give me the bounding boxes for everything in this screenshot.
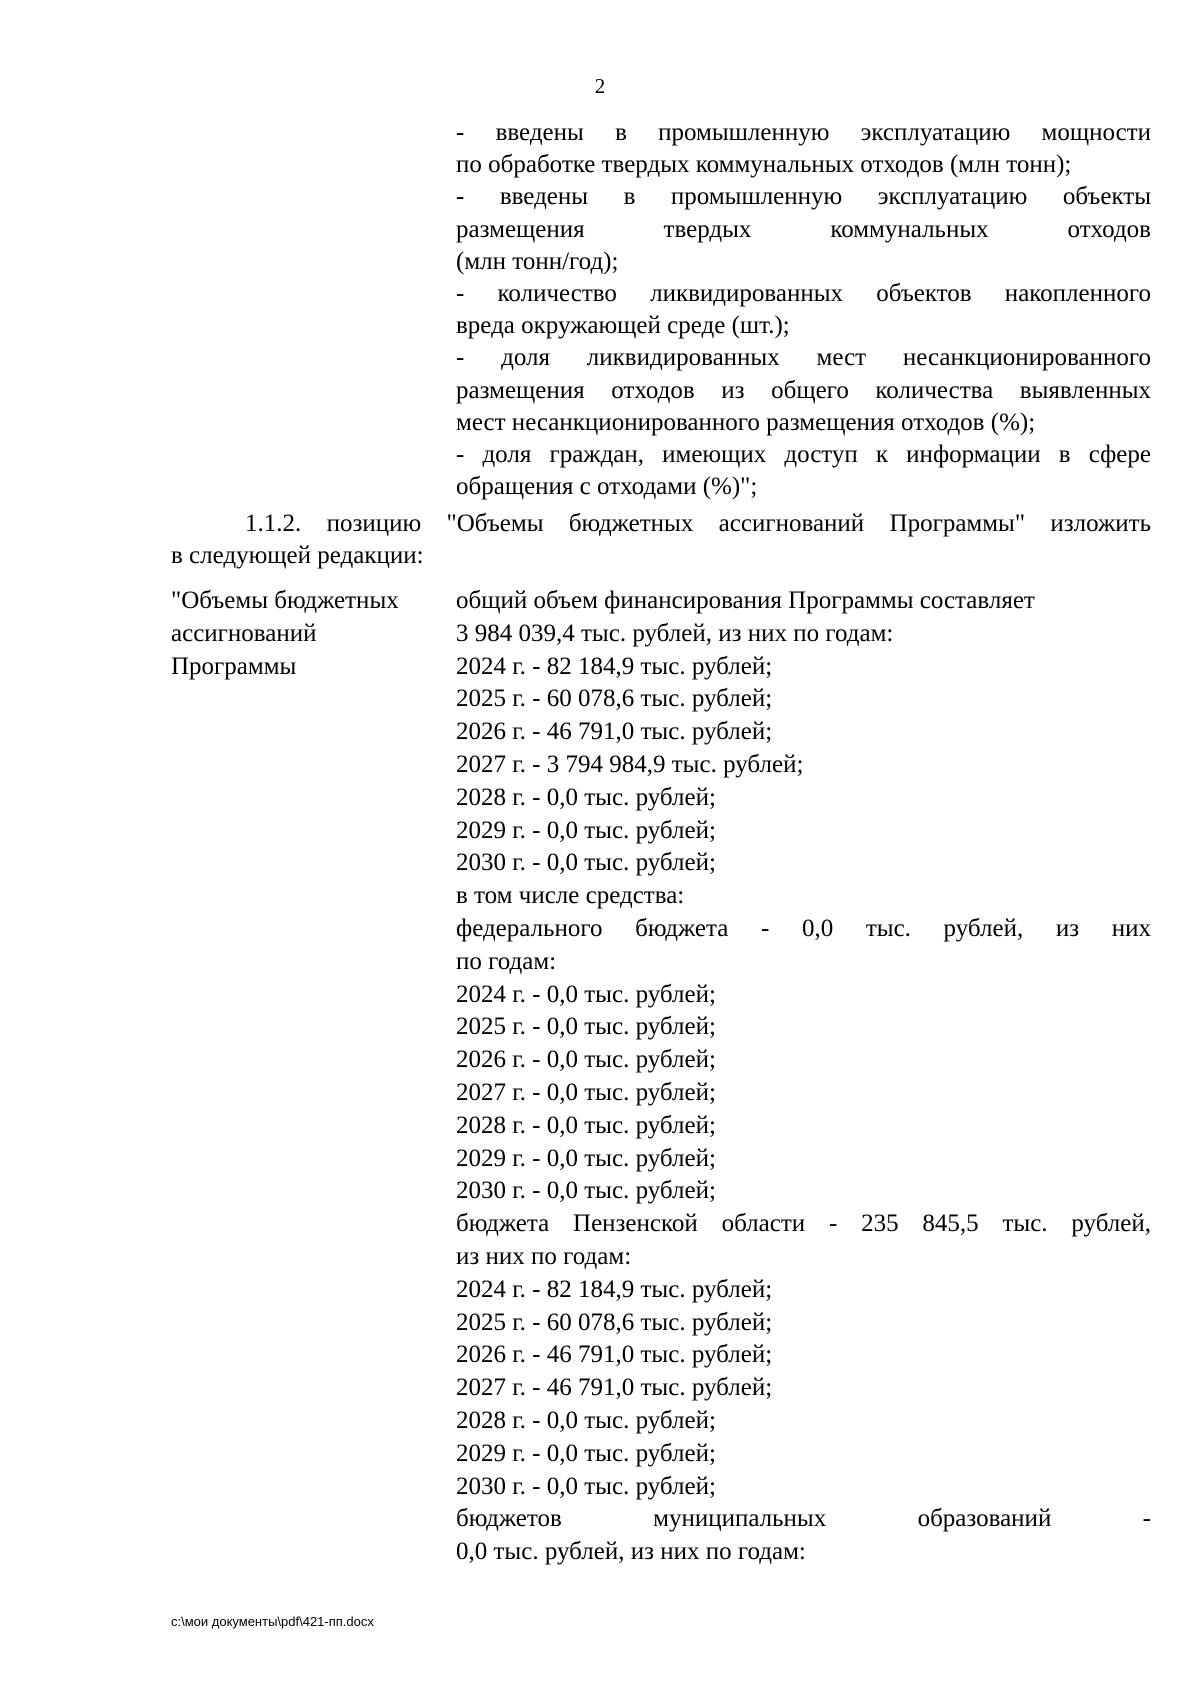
- text-line: Программы: [171, 652, 297, 680]
- list-item: [456, 278, 1151, 342]
- text-line: размещения отходов из общего количества выявленных: [456, 376, 1151, 404]
- text-line: - введены в промышленную эксплуатацию объекты: [456, 183, 1151, 211]
- text-line: обращения с отходами (%)";: [456, 473, 758, 501]
- year-amount: 2026 г. - 46 791,0 тыс. рублей;: [456, 1341, 773, 1369]
- year-amount: 2027 г. - 0,0 тыс. рублей;: [456, 1078, 716, 1106]
- list-item: [456, 117, 1151, 181]
- text-line: по обработке твердых коммунальных отходов (млн тонн);: [456, 151, 1072, 179]
- year-amount: 2024 г. - 82 184,9 тыс. рублей;: [456, 1275, 773, 1303]
- including-label: в том числе средства:: [456, 882, 685, 910]
- list-item: [456, 342, 1151, 439]
- regional-budget: бюджета Пензенской области - 235 845,5 тыс. рублей,: [456, 1210, 1151, 1238]
- year-amount: 2028 г. - 0,0 тыс. рублей;: [456, 1406, 716, 1434]
- amendment-paragraph: [171, 508, 1151, 572]
- total-financing: общий объем финансирования Программы составляет: [456, 587, 1035, 614]
- regional-budget-cont: из них по годам:: [456, 1242, 632, 1270]
- year-amount: 2029 г. - 0,0 тыс. рублей;: [456, 816, 716, 844]
- year-amount: 2030 г. - 0,0 тыс. рублей;: [456, 849, 716, 877]
- position-label: [171, 585, 451, 683]
- year-amount: 2026 г. - 0,0 тыс. рублей;: [456, 1046, 716, 1074]
- year-amount: 2028 г. - 0,0 тыс. рублей;: [456, 1111, 716, 1139]
- year-amount: 2029 г. - 0,0 тыс. рублей;: [456, 1439, 716, 1467]
- text-line: размещения твердых коммунальных отходов: [456, 215, 1151, 243]
- municipal-budget: бюджетов муниципальных образований -: [456, 1505, 1151, 1533]
- text-line: - количество ликвидированных объектов накопленного: [456, 280, 1151, 308]
- year-amount: 2028 г. - 0,0 тыс. рублей;: [456, 783, 716, 811]
- text-line: ассигнований: [171, 619, 317, 647]
- file-path-footer: c:\мои документы\pdf\421-пп.docx: [171, 1614, 374, 1629]
- list-item: [456, 439, 1151, 503]
- list-item: [456, 181, 1151, 278]
- year-amount: 2026 г. - 46 791,0 тыс. рублей;: [456, 718, 773, 746]
- text-line: "Объемы бюджетных: [171, 587, 399, 614]
- year-amount: 2025 г. - 60 078,6 тыс. рублей;: [456, 685, 773, 713]
- federal-budget-cont: по годам:: [456, 947, 557, 975]
- indicator-list: [456, 117, 1151, 503]
- year-amount: 2025 г. - 60 078,6 тыс. рублей;: [456, 1308, 773, 1336]
- text-line: мест несанкционированного размещения отходов (%);: [456, 408, 1036, 436]
- text-line: - доля ликвидированных мест несанкционированного: [456, 344, 1151, 372]
- text-line: (млн тонн/год);: [456, 247, 619, 275]
- text-line: - доля граждан, имеющих доступ к информации в сфере: [456, 441, 1151, 469]
- year-amount: 2027 г. - 3 794 984,9 тыс. рублей;: [456, 750, 804, 778]
- municipal-budget-cont: 0,0 тыс. рублей, из них по годам:: [456, 1538, 806, 1566]
- text-line: в следующей редакции:: [171, 542, 424, 570]
- text-line: 1.1.2. позицию "Объемы бюджетных ассигнований Программы" изложить: [245, 510, 1151, 537]
- year-amount: 2029 г. - 0,0 тыс. рублей;: [456, 1144, 716, 1172]
- position-value: [456, 585, 1151, 1569]
- year-amount: 2024 г. - 82 184,9 тыс. рублей;: [456, 652, 773, 680]
- total-financing-amount: 3 984 039,4 тыс. рублей, из них по годам:: [456, 619, 894, 647]
- year-amount: 2030 г. - 0,0 тыс. рублей;: [456, 1472, 716, 1500]
- text-line: вреда окружающей среде (шт.);: [456, 312, 790, 340]
- federal-budget: федерального бюджета - 0,0 тыс. рублей, из них: [456, 914, 1151, 942]
- text-line: - введены в промышленную эксплуатацию мощности: [456, 119, 1151, 146]
- year-amount: 2025 г. - 0,0 тыс. рублей;: [456, 1013, 716, 1041]
- year-amount: 2027 г. - 46 791,0 тыс. рублей;: [456, 1374, 773, 1402]
- page-number: 2: [594, 74, 606, 98]
- year-amount: 2024 г. - 0,0 тыс. рублей;: [456, 980, 716, 1008]
- year-amount: 2030 г. - 0,0 тыс. рублей;: [456, 1177, 716, 1205]
